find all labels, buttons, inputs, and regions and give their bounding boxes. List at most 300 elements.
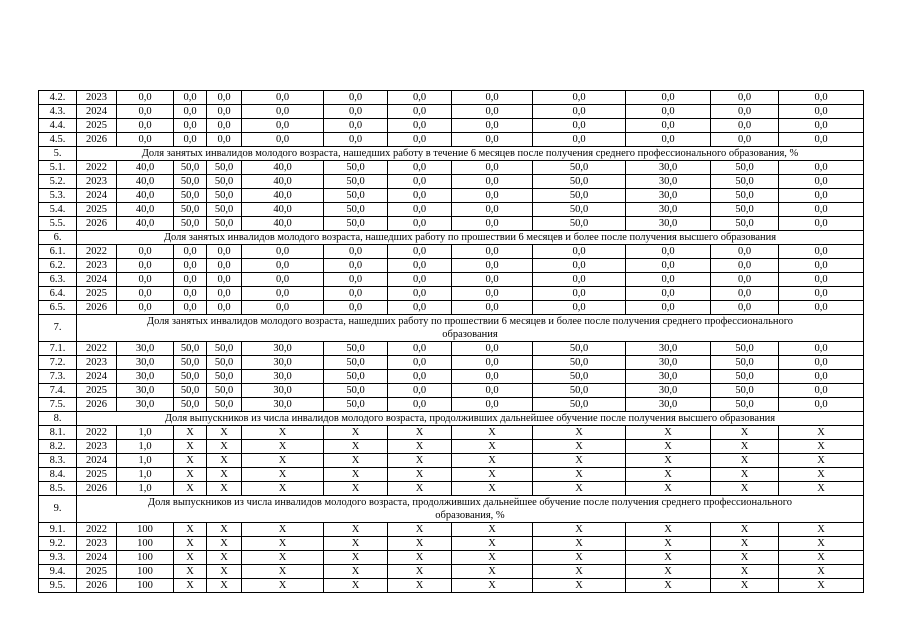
value-cell: X bbox=[533, 440, 626, 454]
year-cell: 2024 bbox=[77, 370, 117, 384]
value-cell: 0,0 bbox=[452, 91, 533, 105]
table-row bbox=[39, 370, 864, 384]
value-cell: X bbox=[711, 482, 779, 496]
value-cell: X bbox=[626, 523, 711, 537]
value-cell: 30,0 bbox=[626, 370, 711, 384]
value-cell: X bbox=[779, 468, 864, 482]
value-cell: X bbox=[626, 454, 711, 468]
value-cell: X bbox=[711, 579, 779, 593]
row-number-cell: 9.1. bbox=[39, 523, 77, 537]
value-cell: 0,0 bbox=[533, 133, 626, 147]
value-cell: 50,0 bbox=[174, 370, 207, 384]
value-cell: 30,0 bbox=[626, 384, 711, 398]
value-cell: 0,0 bbox=[452, 287, 533, 301]
year-cell: 2022 bbox=[77, 426, 117, 440]
value-cell: 50,0 bbox=[533, 398, 626, 412]
value-cell: 0,0 bbox=[452, 119, 533, 133]
value-cell: 0,0 bbox=[174, 259, 207, 273]
row-number-cell: 5.3. bbox=[39, 189, 77, 203]
value-cell: X bbox=[174, 482, 207, 496]
value-cell: X bbox=[388, 579, 452, 593]
value-cell: 0,0 bbox=[452, 301, 533, 315]
value-cell: 0,0 bbox=[626, 245, 711, 259]
table-row bbox=[39, 189, 864, 203]
value-cell: 0,0 bbox=[452, 384, 533, 398]
value-cell: X bbox=[533, 551, 626, 565]
section-header-row bbox=[39, 315, 864, 342]
value-cell: X bbox=[174, 454, 207, 468]
value-cell: 0,0 bbox=[242, 287, 324, 301]
value-cell: 50,0 bbox=[324, 189, 388, 203]
year-cell: 2025 bbox=[77, 565, 117, 579]
value-cell: 0,0 bbox=[533, 287, 626, 301]
value-cell: 0,0 bbox=[388, 370, 452, 384]
value-cell: 0,0 bbox=[324, 287, 388, 301]
value-cell: 50,0 bbox=[207, 203, 242, 217]
value-cell: 50,0 bbox=[207, 175, 242, 189]
value-cell: 30,0 bbox=[117, 398, 174, 412]
value-cell: 30,0 bbox=[242, 356, 324, 370]
value-cell: 0,0 bbox=[779, 384, 864, 398]
value-cell: 0,0 bbox=[388, 189, 452, 203]
value-cell: 0,0 bbox=[452, 342, 533, 356]
value-cell: 40,0 bbox=[242, 203, 324, 217]
value-cell: 0,0 bbox=[117, 273, 174, 287]
value-cell: 0,0 bbox=[452, 161, 533, 175]
value-cell: X bbox=[626, 537, 711, 551]
section-number: 5. bbox=[39, 147, 77, 161]
value-cell: 0,0 bbox=[388, 301, 452, 315]
value-cell: 50,0 bbox=[324, 175, 388, 189]
table-row bbox=[39, 356, 864, 370]
table-row bbox=[39, 426, 864, 440]
value-cell: 0,0 bbox=[388, 175, 452, 189]
section-title: Доля выпускников из числа инвалидов молодого возраста, продолживших дальнейшее обучение после получения среднего профессионального образования, % bbox=[77, 496, 864, 523]
table-row bbox=[39, 161, 864, 175]
value-cell: 0,0 bbox=[388, 203, 452, 217]
value-cell: 0,0 bbox=[452, 217, 533, 231]
value-cell: 0,0 bbox=[117, 287, 174, 301]
value-cell: 0,0 bbox=[779, 342, 864, 356]
table-row bbox=[39, 551, 864, 565]
value-cell: 0,0 bbox=[711, 119, 779, 133]
table-row bbox=[39, 523, 864, 537]
row-number-cell: 9.5. bbox=[39, 579, 77, 593]
value-cell: X bbox=[452, 551, 533, 565]
table-row bbox=[39, 119, 864, 133]
value-cell: 0,0 bbox=[174, 119, 207, 133]
value-cell: 0,0 bbox=[324, 245, 388, 259]
value-cell: 50,0 bbox=[174, 175, 207, 189]
value-cell: 50,0 bbox=[174, 161, 207, 175]
value-cell: 0,0 bbox=[388, 384, 452, 398]
value-cell: 100 bbox=[117, 565, 174, 579]
row-number-cell: 7.1. bbox=[39, 342, 77, 356]
table-body bbox=[39, 91, 864, 593]
value-cell: X bbox=[779, 426, 864, 440]
value-cell: 0,0 bbox=[452, 273, 533, 287]
value-cell: 0,0 bbox=[626, 259, 711, 273]
row-number-cell: 8.3. bbox=[39, 454, 77, 468]
value-cell: 0,0 bbox=[533, 91, 626, 105]
value-cell: X bbox=[207, 551, 242, 565]
value-cell: 40,0 bbox=[117, 189, 174, 203]
table-row bbox=[39, 203, 864, 217]
value-cell: 0,0 bbox=[388, 356, 452, 370]
value-cell: 0,0 bbox=[324, 119, 388, 133]
value-cell: 40,0 bbox=[242, 189, 324, 203]
value-cell: X bbox=[388, 426, 452, 440]
value-cell: 50,0 bbox=[711, 356, 779, 370]
value-cell: 0,0 bbox=[711, 259, 779, 273]
value-cell: 0,0 bbox=[324, 133, 388, 147]
value-cell: 100 bbox=[117, 537, 174, 551]
year-cell: 2026 bbox=[77, 398, 117, 412]
year-cell: 2024 bbox=[77, 551, 117, 565]
value-cell: 0,0 bbox=[324, 105, 388, 119]
value-cell: 0,0 bbox=[117, 119, 174, 133]
value-cell: 50,0 bbox=[207, 189, 242, 203]
value-cell: X bbox=[452, 523, 533, 537]
value-cell: X bbox=[711, 551, 779, 565]
value-cell: X bbox=[711, 537, 779, 551]
value-cell: X bbox=[242, 440, 324, 454]
value-cell: 1,0 bbox=[117, 468, 174, 482]
value-cell: 50,0 bbox=[207, 384, 242, 398]
table-row bbox=[39, 175, 864, 189]
value-cell: X bbox=[324, 454, 388, 468]
value-cell: X bbox=[207, 523, 242, 537]
year-cell: 2023 bbox=[77, 259, 117, 273]
value-cell: X bbox=[324, 468, 388, 482]
value-cell: X bbox=[388, 454, 452, 468]
value-cell: 50,0 bbox=[324, 398, 388, 412]
value-cell: 30,0 bbox=[626, 342, 711, 356]
value-cell: 100 bbox=[117, 551, 174, 565]
value-cell: 0,0 bbox=[324, 259, 388, 273]
value-cell: 0,0 bbox=[452, 259, 533, 273]
row-number-cell: 5.5. bbox=[39, 217, 77, 231]
section-title: Доля выпускников из числа инвалидов молодого возраста, продолживших дальнейшее обучение после получения высшего образования bbox=[77, 412, 864, 426]
value-cell: 0,0 bbox=[533, 105, 626, 119]
value-cell: 50,0 bbox=[711, 398, 779, 412]
value-cell: 0,0 bbox=[626, 91, 711, 105]
value-cell: 50,0 bbox=[533, 203, 626, 217]
value-cell: X bbox=[207, 468, 242, 482]
value-cell: 50,0 bbox=[324, 161, 388, 175]
value-cell: 0,0 bbox=[711, 133, 779, 147]
value-cell: 30,0 bbox=[626, 217, 711, 231]
value-cell: 40,0 bbox=[117, 203, 174, 217]
value-cell: 0,0 bbox=[242, 273, 324, 287]
value-cell: 50,0 bbox=[174, 356, 207, 370]
value-cell: X bbox=[626, 426, 711, 440]
value-cell: X bbox=[711, 468, 779, 482]
value-cell: X bbox=[242, 454, 324, 468]
value-cell: 0,0 bbox=[242, 91, 324, 105]
value-cell: 0,0 bbox=[533, 259, 626, 273]
value-cell: 0,0 bbox=[452, 398, 533, 412]
value-cell: 50,0 bbox=[711, 384, 779, 398]
section-number: 6. bbox=[39, 231, 77, 245]
value-cell: 30,0 bbox=[242, 398, 324, 412]
value-cell: 0,0 bbox=[388, 161, 452, 175]
value-cell: 0,0 bbox=[207, 259, 242, 273]
value-cell: 0,0 bbox=[711, 245, 779, 259]
value-cell: X bbox=[207, 454, 242, 468]
value-cell: 0,0 bbox=[242, 301, 324, 315]
row-number-cell: 9.2. bbox=[39, 537, 77, 551]
value-cell: X bbox=[711, 440, 779, 454]
year-cell: 2024 bbox=[77, 454, 117, 468]
row-number-cell: 8.5. bbox=[39, 482, 77, 496]
section-header-row bbox=[39, 147, 864, 161]
value-cell: 0,0 bbox=[207, 105, 242, 119]
value-cell: X bbox=[242, 579, 324, 593]
value-cell: 50,0 bbox=[174, 217, 207, 231]
value-cell: 0,0 bbox=[533, 301, 626, 315]
section-header-row bbox=[39, 231, 864, 245]
value-cell: 50,0 bbox=[207, 370, 242, 384]
value-cell: X bbox=[533, 426, 626, 440]
value-cell: 0,0 bbox=[779, 189, 864, 203]
value-cell: 0,0 bbox=[452, 133, 533, 147]
year-cell: 2023 bbox=[77, 175, 117, 189]
year-cell: 2022 bbox=[77, 245, 117, 259]
value-cell: 40,0 bbox=[117, 175, 174, 189]
value-cell: X bbox=[207, 537, 242, 551]
table-row bbox=[39, 301, 864, 315]
value-cell: 30,0 bbox=[242, 342, 324, 356]
row-number-cell: 6.3. bbox=[39, 273, 77, 287]
value-cell: 0,0 bbox=[452, 105, 533, 119]
value-cell: X bbox=[207, 579, 242, 593]
value-cell: X bbox=[779, 537, 864, 551]
year-cell: 2024 bbox=[77, 189, 117, 203]
value-cell: 0,0 bbox=[626, 105, 711, 119]
value-cell: 0,0 bbox=[388, 105, 452, 119]
section-title: Доля занятых инвалидов молодого возраста, нашедших работу в течение 6 месяцев после получения среднего профессионального образования, % bbox=[77, 147, 864, 161]
table-row bbox=[39, 273, 864, 287]
value-cell: 0,0 bbox=[174, 273, 207, 287]
value-cell: 50,0 bbox=[324, 356, 388, 370]
value-cell: 0,0 bbox=[711, 287, 779, 301]
value-cell: 0,0 bbox=[779, 287, 864, 301]
section-number: 7. bbox=[39, 315, 77, 342]
value-cell: 1,0 bbox=[117, 426, 174, 440]
value-cell: 0,0 bbox=[711, 91, 779, 105]
value-cell: X bbox=[324, 426, 388, 440]
value-cell: X bbox=[207, 426, 242, 440]
value-cell: X bbox=[324, 565, 388, 579]
value-cell: 0,0 bbox=[779, 273, 864, 287]
value-cell: 0,0 bbox=[324, 273, 388, 287]
value-cell: 50,0 bbox=[711, 370, 779, 384]
value-cell: 0,0 bbox=[626, 273, 711, 287]
value-cell: 30,0 bbox=[242, 384, 324, 398]
row-number-cell: 4.3. bbox=[39, 105, 77, 119]
value-cell: X bbox=[174, 537, 207, 551]
value-cell: 30,0 bbox=[626, 189, 711, 203]
value-cell: 0,0 bbox=[452, 203, 533, 217]
value-cell: 0,0 bbox=[711, 273, 779, 287]
table-row bbox=[39, 468, 864, 482]
value-cell: 50,0 bbox=[207, 342, 242, 356]
year-cell: 2025 bbox=[77, 468, 117, 482]
value-cell: 50,0 bbox=[533, 161, 626, 175]
year-cell: 2026 bbox=[77, 482, 117, 496]
value-cell: X bbox=[452, 426, 533, 440]
value-cell: 0,0 bbox=[779, 259, 864, 273]
value-cell: 0,0 bbox=[452, 175, 533, 189]
year-cell: 2024 bbox=[77, 273, 117, 287]
value-cell: X bbox=[711, 565, 779, 579]
value-cell: 0,0 bbox=[174, 91, 207, 105]
value-cell: 0,0 bbox=[779, 356, 864, 370]
value-cell: 50,0 bbox=[174, 384, 207, 398]
row-number-cell: 5.2. bbox=[39, 175, 77, 189]
value-cell: 0,0 bbox=[324, 91, 388, 105]
section-header-row bbox=[39, 412, 864, 426]
year-cell: 2026 bbox=[77, 301, 117, 315]
value-cell: 0,0 bbox=[779, 119, 864, 133]
value-cell: 30,0 bbox=[626, 161, 711, 175]
table-row bbox=[39, 398, 864, 412]
value-cell: X bbox=[174, 468, 207, 482]
table-row bbox=[39, 454, 864, 468]
value-cell: X bbox=[626, 468, 711, 482]
value-cell: 0,0 bbox=[174, 105, 207, 119]
year-cell: 2023 bbox=[77, 440, 117, 454]
value-cell: X bbox=[324, 440, 388, 454]
value-cell: 50,0 bbox=[174, 203, 207, 217]
value-cell: 0,0 bbox=[242, 259, 324, 273]
value-cell: 0,0 bbox=[711, 105, 779, 119]
value-cell: 40,0 bbox=[117, 217, 174, 231]
value-cell: 30,0 bbox=[117, 356, 174, 370]
value-cell: 0,0 bbox=[711, 301, 779, 315]
value-cell: 0,0 bbox=[779, 217, 864, 231]
value-cell: 50,0 bbox=[711, 161, 779, 175]
row-number-cell: 4.4. bbox=[39, 119, 77, 133]
value-cell: 50,0 bbox=[207, 217, 242, 231]
value-cell: 0,0 bbox=[533, 245, 626, 259]
value-cell: 50,0 bbox=[533, 189, 626, 203]
table-row bbox=[39, 579, 864, 593]
value-cell: X bbox=[242, 482, 324, 496]
value-cell: 0,0 bbox=[533, 119, 626, 133]
value-cell: 50,0 bbox=[207, 398, 242, 412]
year-cell: 2023 bbox=[77, 91, 117, 105]
value-cell: X bbox=[452, 440, 533, 454]
table-row bbox=[39, 91, 864, 105]
row-number-cell: 6.2. bbox=[39, 259, 77, 273]
value-cell: X bbox=[388, 482, 452, 496]
year-cell: 2025 bbox=[77, 287, 117, 301]
value-cell: 0,0 bbox=[626, 133, 711, 147]
value-cell: X bbox=[626, 482, 711, 496]
row-number-cell: 8.2. bbox=[39, 440, 77, 454]
value-cell: 50,0 bbox=[174, 189, 207, 203]
value-cell: 0,0 bbox=[242, 133, 324, 147]
value-cell: 0,0 bbox=[117, 245, 174, 259]
value-cell: X bbox=[452, 537, 533, 551]
value-cell: X bbox=[779, 440, 864, 454]
value-cell: X bbox=[324, 523, 388, 537]
row-number-cell: 5.4. bbox=[39, 203, 77, 217]
value-cell: X bbox=[388, 468, 452, 482]
value-cell: 0,0 bbox=[174, 301, 207, 315]
value-cell: 0,0 bbox=[388, 273, 452, 287]
value-cell: 0,0 bbox=[779, 91, 864, 105]
year-cell: 2024 bbox=[77, 105, 117, 119]
value-cell: 0,0 bbox=[388, 287, 452, 301]
value-cell: X bbox=[324, 537, 388, 551]
value-cell: X bbox=[626, 579, 711, 593]
value-cell: X bbox=[533, 565, 626, 579]
value-cell: X bbox=[388, 440, 452, 454]
section-number: 8. bbox=[39, 412, 77, 426]
value-cell: X bbox=[388, 523, 452, 537]
value-cell: X bbox=[626, 551, 711, 565]
value-cell: 0,0 bbox=[117, 301, 174, 315]
value-cell: X bbox=[779, 579, 864, 593]
row-number-cell: 7.5. bbox=[39, 398, 77, 412]
value-cell: X bbox=[533, 468, 626, 482]
value-cell: 0,0 bbox=[117, 133, 174, 147]
value-cell: 0,0 bbox=[242, 119, 324, 133]
value-cell: X bbox=[207, 440, 242, 454]
year-cell: 2026 bbox=[77, 579, 117, 593]
value-cell: X bbox=[174, 579, 207, 593]
value-cell: 0,0 bbox=[452, 245, 533, 259]
row-number-cell: 6.1. bbox=[39, 245, 77, 259]
value-cell: 0,0 bbox=[779, 133, 864, 147]
value-cell: X bbox=[207, 482, 242, 496]
value-cell: 0,0 bbox=[388, 91, 452, 105]
value-cell: X bbox=[242, 523, 324, 537]
value-cell: 50,0 bbox=[324, 384, 388, 398]
value-cell: X bbox=[242, 426, 324, 440]
row-number-cell: 8.1. bbox=[39, 426, 77, 440]
value-cell: 0,0 bbox=[242, 245, 324, 259]
value-cell: X bbox=[533, 523, 626, 537]
value-cell: 0,0 bbox=[388, 342, 452, 356]
table-row bbox=[39, 105, 864, 119]
year-cell: 2026 bbox=[77, 217, 117, 231]
year-cell: 2023 bbox=[77, 356, 117, 370]
row-number-cell: 4.2. bbox=[39, 91, 77, 105]
value-cell: X bbox=[533, 537, 626, 551]
value-cell: 0,0 bbox=[324, 301, 388, 315]
value-cell: 50,0 bbox=[533, 356, 626, 370]
value-cell: 0,0 bbox=[174, 287, 207, 301]
year-cell: 2022 bbox=[77, 342, 117, 356]
value-cell: 50,0 bbox=[324, 370, 388, 384]
value-cell: 0,0 bbox=[779, 370, 864, 384]
value-cell: 0,0 bbox=[174, 245, 207, 259]
table-row bbox=[39, 537, 864, 551]
value-cell: 0,0 bbox=[117, 91, 174, 105]
table-row bbox=[39, 565, 864, 579]
year-cell: 2025 bbox=[77, 203, 117, 217]
value-cell: 30,0 bbox=[117, 384, 174, 398]
value-cell: 50,0 bbox=[533, 384, 626, 398]
section-header-row bbox=[39, 496, 864, 523]
value-cell: X bbox=[207, 565, 242, 579]
value-cell: X bbox=[452, 565, 533, 579]
row-number-cell: 8.4. bbox=[39, 468, 77, 482]
